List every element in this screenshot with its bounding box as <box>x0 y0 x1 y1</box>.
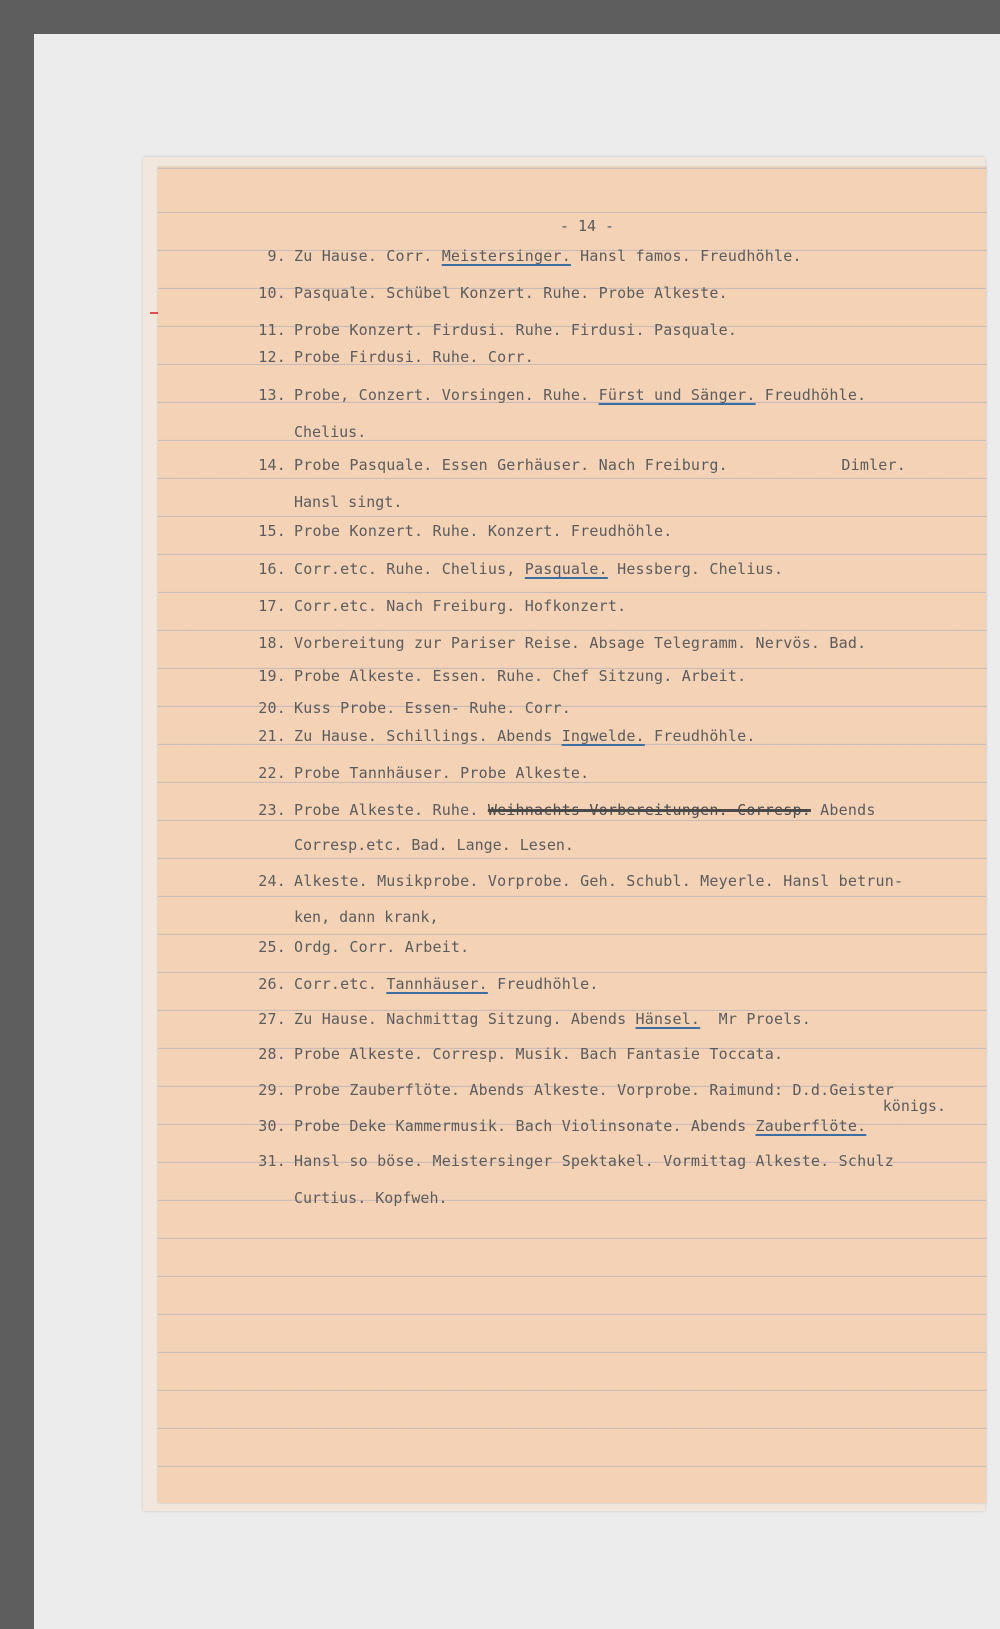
entry-text: Probe Konzert. Ruhe. Konzert. Freudhöhle. <box>294 522 673 540</box>
entry-text: Corr.etc. Nach Freiburg. Hofkonzert. <box>294 597 627 615</box>
entry-line <box>248 386 976 404</box>
entry-day-number: 23. <box>258 801 286 819</box>
entry-line <box>248 597 976 615</box>
underlined-title: Meistersinger. <box>441 247 571 265</box>
entry-text-rest: Abends <box>810 801 876 819</box>
entry-day-number: 21. <box>258 727 286 745</box>
entry-line <box>248 801 976 819</box>
entry-text: Ordg. Corr. Arbeit. <box>294 938 470 956</box>
entry-continuation-right: königs. <box>882 1097 946 1115</box>
entry-continuation: Chelius. <box>294 423 367 441</box>
entry-day-number: 31. <box>258 1152 286 1170</box>
entry-continuation: Curtius. Kopfweh. <box>294 1189 448 1207</box>
entry-line <box>248 456 976 474</box>
entry-day-number: 12. <box>258 348 286 366</box>
entry-line <box>248 560 976 578</box>
entry-day-number: 19. <box>258 667 286 685</box>
entry-text-rest: Hansl famos. Freudhöhle. <box>570 247 802 265</box>
entry-text: Probe Tannhäuser. Probe Alkeste. <box>294 764 590 782</box>
entry-day-number: 28. <box>258 1045 286 1063</box>
entry-day-number: 26. <box>258 975 286 993</box>
entry-line <box>248 321 976 339</box>
entry-text: Zu Hause. Schillings. Abends <box>294 727 562 745</box>
entry-line <box>248 764 976 782</box>
entry-text: Alkeste. Musikprobe. Vorprobe. Geh. Schubl. Meyerle. Hansl betrun- <box>294 872 904 890</box>
entry-day-number: 18. <box>258 634 286 652</box>
entry-line <box>248 1081 976 1099</box>
entry-day-number: 24. <box>258 872 286 890</box>
struck-out-text: Weihnachts Vorbereitungen. Corresp. <box>487 801 811 819</box>
entry-right-note: Dimler. <box>841 456 906 474</box>
entry-day-number: 27. <box>258 1010 286 1028</box>
underlined-title: Pasquale. <box>524 560 608 578</box>
underlined-title: Zauberflöte. <box>755 1117 867 1135</box>
entry-day-number: 25. <box>258 938 286 956</box>
page-number: - 14 - <box>559 217 615 235</box>
entry-text: Hansl so böse. Meistersinger Spektakel. Vormittag Alkeste. Schulz <box>294 1152 894 1170</box>
entry-line <box>248 727 976 745</box>
entry-text: Probe Konzert. Firdusi. Ruhe. Firdusi. Pasquale. <box>294 321 738 339</box>
entry-line <box>248 522 976 540</box>
entry-text: Probe Alkeste. Ruhe. <box>294 801 488 819</box>
underlined-title: Tannhäuser. <box>386 975 488 993</box>
entry-day-number: 20. <box>258 699 286 717</box>
entry-text-rest: Freudhöhle. <box>755 386 867 404</box>
entry-day-number: 29. <box>258 1081 286 1099</box>
entry-line <box>248 1010 976 1028</box>
underlined-title: Ingwelde. <box>561 727 645 745</box>
entry-text: Vorbereitung zur Pariser Reise. Absage Telegramm. Nervös. Bad. <box>294 634 867 652</box>
entry-day-number: 9. <box>267 247 286 265</box>
entry-day-number: 16. <box>258 560 286 578</box>
entry-day-number: 11. <box>258 321 286 339</box>
entry-day-number: 17. <box>258 597 286 615</box>
entry-text: Kuss Probe. Essen- Ruhe. Corr. <box>294 699 571 717</box>
entry-text: Pasquale. Schübel Konzert. Ruhe. Probe Alkeste. <box>294 284 728 302</box>
entry-text: Probe Alkeste. Essen. Ruhe. Chef Sitzung. Arbeit. <box>294 667 747 685</box>
entry-continuation: Hansl singt. <box>294 493 403 511</box>
entry-line <box>248 975 976 993</box>
entry-line <box>248 938 976 956</box>
typewritten-page <box>158 167 986 1503</box>
underlined-title: Hänsel. <box>635 1010 701 1028</box>
entry-continuation: ken, dann krank, <box>294 908 439 926</box>
entry-text: Corr.etc. <box>294 975 387 993</box>
entry-text-rest: Hessberg. Chelius. <box>607 560 784 578</box>
entry-text: Probe Firdusi. Ruhe. Corr. <box>294 348 534 366</box>
entry-text-rest: Freudhöhle. <box>487 975 599 993</box>
entry-text: Zu Hause. Corr. <box>294 247 442 265</box>
entry-line <box>248 1117 976 1135</box>
entry-day-number: 13. <box>258 386 286 404</box>
entry-text: Probe, Conzert. Vorsingen. Ruhe. <box>294 386 599 404</box>
entry-day-number: 14. <box>258 456 286 474</box>
entry-line <box>248 247 976 265</box>
entry-text: Probe Alkeste. Corresp. Musik. Bach Fantasie Toccata. <box>294 1045 784 1063</box>
entry-line <box>248 699 976 717</box>
entry-text: Zu Hause. Nachmittag Sitzung. Abends <box>294 1010 636 1028</box>
entry-day-number: 15. <box>258 522 286 540</box>
entry-line <box>248 667 976 685</box>
entry-text: Probe Pasquale. Essen Gerhäuser. Nach Freiburg. <box>294 456 728 474</box>
entry-day-number: 30. <box>258 1117 286 1135</box>
entry-continuation: Corresp.etc. Bad. Lange. Lesen. <box>294 836 574 854</box>
entry-line <box>248 634 976 652</box>
entry-text-rest: Mr Proels. <box>700 1010 811 1028</box>
entry-line <box>248 1152 976 1170</box>
entry-text: Corr.etc. Ruhe. Chelius, <box>294 560 525 578</box>
entry-text-rest: Freudhöhle. <box>644 727 756 745</box>
entry-line <box>248 348 976 366</box>
entry-line <box>248 872 976 890</box>
entry-day-number: 10. <box>258 284 286 302</box>
entry-text: Probe Deke Kammermusik. Bach Violinsonate. Abends <box>294 1117 756 1135</box>
entry-day-number: 22. <box>258 764 286 782</box>
entry-line <box>248 1045 976 1063</box>
entry-text: Probe Zauberflöte. Abends Alkeste. Vorprobe. Raimund: D.d.Geister <box>294 1081 894 1099</box>
entry-line <box>248 284 976 302</box>
underlined-title: Fürst und Sänger. <box>598 386 756 404</box>
